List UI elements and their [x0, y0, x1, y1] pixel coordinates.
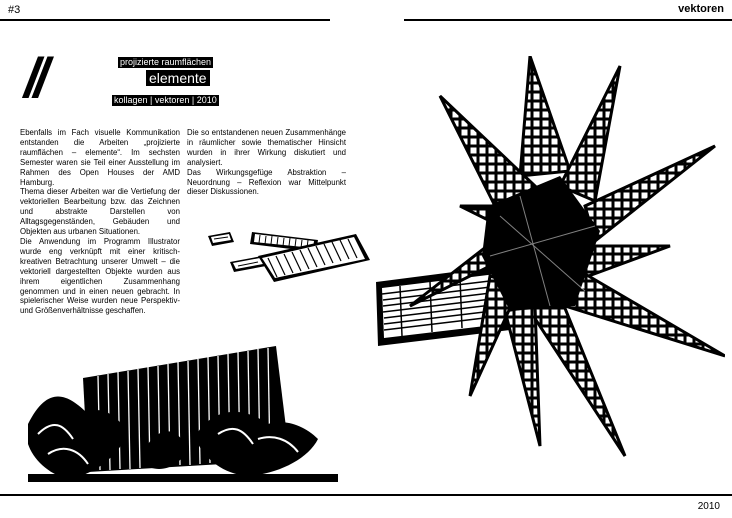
text-column-left	[20, 128, 180, 316]
building-collage-illustration	[28, 324, 338, 486]
paragraph: Thema dieser Arbeiten war die Vertiefung der vektoriellen Bearbeitung bzw. das Zeichnen und abstrakte Darstellen von Alltagsgegenständen, Gebäuden und Objekten aus urbanen Situationen.	[20, 187, 180, 237]
top-rule-left	[0, 19, 330, 21]
facade-starburst-illustration	[370, 56, 725, 464]
paragraph: Ebenfalls im Fach visuelle Kommunikation entstanden die Arbeiten „projizierte raumflächen – elemente“. Im sechsten Semester waren sie Teil einer Ausstellung im Rahmen des Open Houses der AMD Hamburg.	[20, 128, 180, 187]
page-number: #3	[8, 4, 21, 16]
text-column-right	[187, 128, 346, 197]
kicker-label: projizierte raumflächen	[120, 57, 212, 67]
top-rule-right	[404, 19, 732, 21]
paragraph: Die so entstandenen neuen Zusammenhänge in räumlicher sowie thematischer Hinsicht wurden in ihrer Wirkung diskutiert und analysiert.	[187, 128, 346, 167]
paragraph: Das Wirkungsgefüge Abstraktion – Neuordnung – Reflexion war Mittelpunkt dieser Diskussionen.	[187, 167, 346, 197]
paragraph: Die Anwendung im Programm Illustrator wurde eng verknüpft mit einer kritisch-kreativen Betrachtung unserer Umwelt – die vektoriell dargestellten Objekte wurden aus ihrem eigentlichen Zusammenhang genommen und in einen neuen gebracht. In spielerischer Weise wurden neue Perspektiv- und Größenverhältnisse geschaffen.	[20, 236, 180, 316]
double-slash-mark: //	[24, 46, 44, 109]
page-title: elemente	[146, 70, 210, 86]
bottom-rule	[0, 494, 732, 496]
meta-label: kollagen | vektoren | 2010	[114, 95, 217, 105]
footer-year: 2010	[697, 501, 720, 512]
section-title: vektoren	[678, 3, 724, 15]
